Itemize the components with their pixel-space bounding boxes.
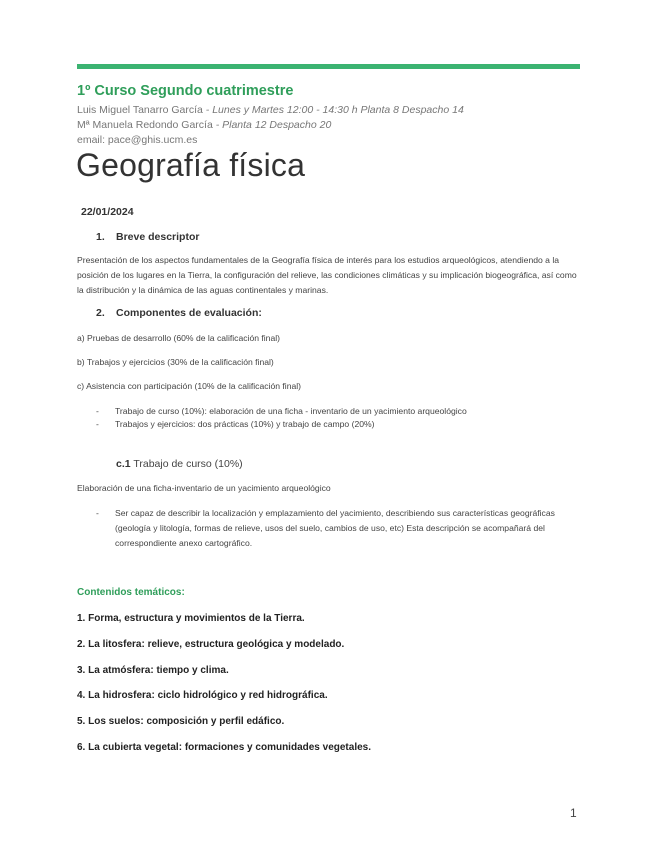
contact-email: email: pace@ghis.ucm.es [77,134,198,146]
section-2-number: 2. [96,307,105,319]
section-1-heading [96,231,199,243]
teacher2-details: - Planta 12 Despacho 20 [212,119,332,131]
topic-item: 5. Los suelos: composición y perfil edáfico. [77,716,285,727]
topic-item: 4. La hidrosfera: ciclo hidrológico y red hidrográfica. [77,690,328,701]
section-1-text: Presentación de los aspectos fundamentales de la Geografía física de interés para los estudios arqueológicos, atendiendo a la posición de los lugares en la Tierra, la configuración del relieve, las condiciones climáticas y su implicación biogeográfica, así como la distribución y la dinámica de las aguas continentales y marinas. [77,255,577,295]
subsection-title: Trabajo de curso (10%) [130,458,243,470]
topic-item: 1. Forma, estructura y movimientos de la Tierra. [77,613,305,624]
section-2-heading [96,307,262,319]
section-1-number: 1. [96,231,105,243]
evaluation-bullet: - Trabajos y ejercicios: dos prácticas (10%) y trabajo de campo (20%) [115,417,375,432]
teacher-line-1 [77,104,464,116]
evaluation-item-a: a) Pruebas de desarrollo (60% de la calificación final) [77,333,281,343]
section-1-title: Breve descriptor [116,231,200,243]
subsection-heading [116,458,243,470]
subsection-bullet: - Ser capaz de describir la localización y emplazamiento del yacimiento, describiendo sus características geográficas (geología y litología, formas de relieve, usos del suelo, cambios de uso, etc) Esta descripción se acompañará del correspondiente anexo cartográfico. [96,508,555,548]
section-2-title: Componentes de evaluación: [116,307,262,319]
bullet-dash: - [96,419,99,429]
teacher2-name: Mª Manuela Redondo García [77,119,213,131]
teacher1-details: - Lunes y Martes 12:00 - 14:30 h Planta 8 Despacho 14 [202,104,464,116]
evaluation-item-b: b) Trabajos y ejercicios (30% de la calificación final) [77,357,274,367]
page-number: 1 [570,806,577,820]
evaluation-bullet: - Trabajo de curso (10%): elaboración de una ficha - inventario de un yacimiento arqueológico [115,404,467,419]
topic-item: 2. La litosfera: relieve, estructura geológica y modelado. [77,639,345,650]
bullet-dash: - [96,508,99,518]
bullet-dash: - [96,406,99,416]
evaluation-item-c: c) Asistencia con participación (10% de la calificación final) [77,381,302,391]
topic-item: 6. La cubierta vegetal: formaciones y comunidades vegetales. [77,742,371,753]
teacher1-name: Luis Miguel Tanarro García [77,104,203,116]
teacher-line-2 [77,119,331,131]
header-rule [77,64,580,69]
page-title: Geografía física [76,147,306,183]
topic-item: 3. La atmósfera: tiempo y clima. [77,665,229,676]
course-title: 1º Curso Segundo cuatrimestre [77,83,294,99]
subsection-intro: Elaboración de una ficha-inventario de un yacimiento arqueológico [77,483,331,493]
subsection-label: c.1 [116,458,131,470]
document-date: 22/01/2024 [81,206,134,218]
contents-title: Contenidos temáticos: [77,587,185,598]
